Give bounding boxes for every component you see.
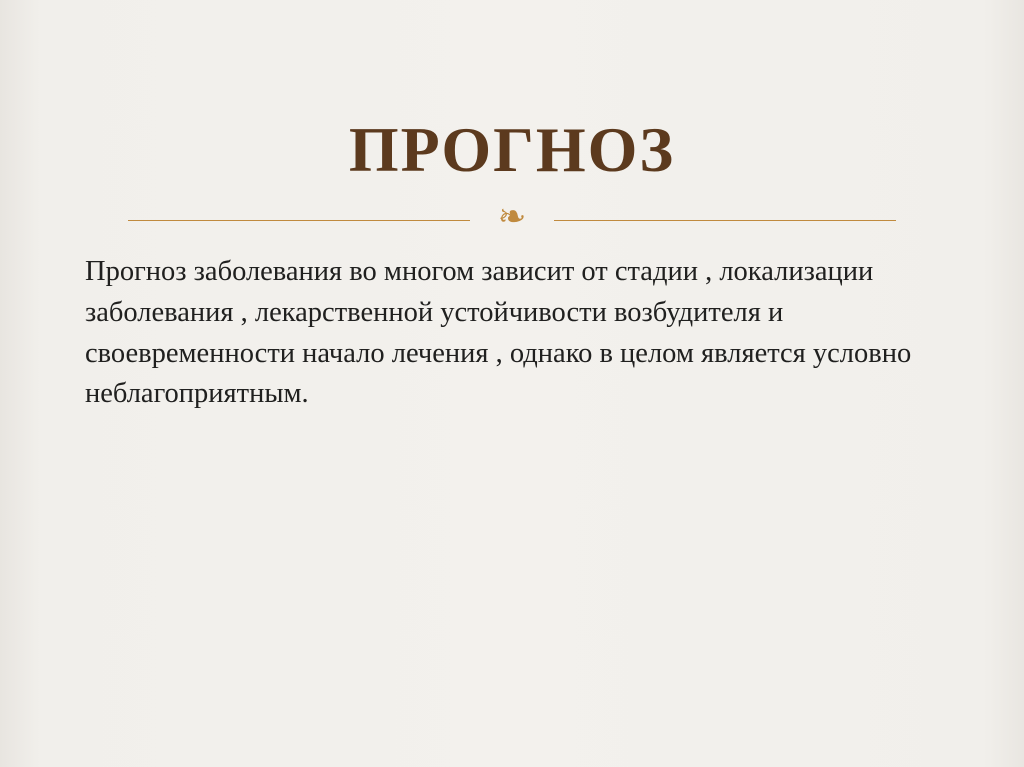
divider-rule-right [554, 220, 896, 221]
flourish-ornament-icon: ❧ [497, 197, 527, 237]
title-divider [128, 197, 896, 237]
page-title: ПРОГНОЗ [348, 113, 676, 185]
divider-rule-left [128, 220, 470, 221]
slide-body-text: Прогноз заболевания во многом зависит от стадии , локализации заболевания , лекарственной устойчивости возбудителя и своевременности начало лечения , однако в целом является условно неблагоприятным. [85, 256, 912, 410]
